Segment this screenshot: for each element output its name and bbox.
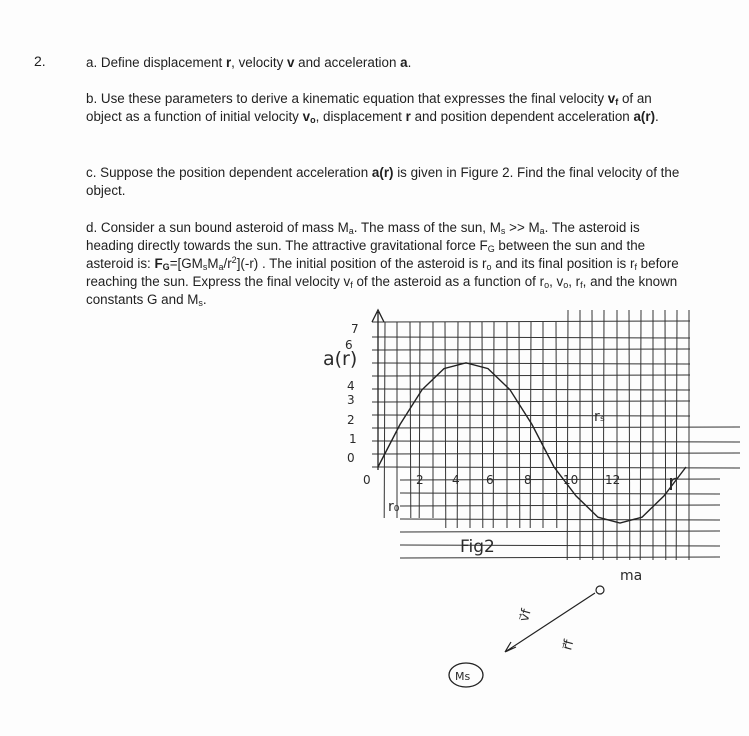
x-tick-label: 0 xyxy=(363,473,371,487)
grid-line xyxy=(640,310,641,560)
x-tick-label: 6 xyxy=(486,473,494,487)
y-tick-label: 1 xyxy=(349,432,357,446)
x-tick-label: 10 xyxy=(563,473,579,487)
rf-vector-label: r⃗f xyxy=(560,638,578,652)
r0-label: r₀ xyxy=(388,499,400,515)
grid-line xyxy=(665,310,666,560)
grid-line xyxy=(567,310,568,560)
grid-line xyxy=(372,441,740,442)
question-number: 2. xyxy=(34,53,46,69)
grid-line xyxy=(410,322,411,518)
part-c-text: c. Suppose the position dependent acceleration a(r) is given in Figure 2. Find the final velocity of the object. xyxy=(86,165,680,198)
y-tick-label: 6 xyxy=(345,338,353,352)
x-tick-label: 4 xyxy=(452,473,460,487)
grid-line xyxy=(400,531,720,532)
y-axis-label: a(r) xyxy=(323,348,358,370)
x-axis-label: r xyxy=(668,471,678,496)
x-tick-label: 8 xyxy=(524,473,532,487)
grid-line xyxy=(372,321,690,322)
figure-caption: Fig2 xyxy=(460,537,495,557)
grid-line xyxy=(400,557,720,558)
y-tick-label: 4 xyxy=(347,379,355,393)
y-tick-label: 3 xyxy=(347,393,355,407)
acceleration-curve xyxy=(378,363,686,523)
grid-line xyxy=(384,322,385,518)
part-a-text: a. Define displacement r, velocity v and acceleration a. xyxy=(86,55,412,70)
grid-line xyxy=(493,322,494,528)
part-label: a. xyxy=(86,55,98,70)
part-label: b. xyxy=(86,91,98,106)
grid-line xyxy=(400,545,720,546)
grid-line xyxy=(400,505,720,506)
grid-line xyxy=(457,322,458,528)
grid-line xyxy=(556,322,557,528)
part-d-text: d. Consider a sun bound asteroid of mass $M_a$. The mass of the sun, $M_s >> M_a$. The asteroid is heading directly towards the sun. The attractive gravitational force $F_G$ between the sun and the asteroid is: $F_G=[GM_sM_a/r^2](-r)$ . The initial position of the asteroid is $r_o$ and its final position is $r_f$ before reaching the sun. Express the final velocity $v_f$ of the asteroid as a function of $r_o$, $v_o$, $r_f$, and the known constants G and $M_s$. xyxy=(86,220,679,308)
grid-line xyxy=(400,519,720,520)
rf-label: rₛ xyxy=(594,409,605,425)
grid-line xyxy=(372,427,740,428)
grid-line xyxy=(530,322,531,528)
grid-line xyxy=(629,310,630,560)
hand-drawn-grid xyxy=(372,310,740,560)
asteroid-circle xyxy=(596,586,604,594)
x-tick-label: 2 xyxy=(416,473,424,487)
sun-mass-label: Ms xyxy=(455,670,471,683)
grid-line xyxy=(592,310,593,560)
y-tick-label: 2 xyxy=(347,413,355,427)
y-tick-label: 0 xyxy=(347,451,355,465)
part-label: d. xyxy=(86,220,98,235)
y-tick-label: 7 xyxy=(351,322,359,336)
grid-line xyxy=(419,322,420,518)
grid-line xyxy=(372,453,740,454)
part-label: c. xyxy=(86,165,97,180)
grid-line xyxy=(445,322,446,528)
vf-label: v⃗f xyxy=(516,607,535,624)
grid-line xyxy=(482,322,483,528)
x-tick-label: 12 xyxy=(605,473,621,487)
grid-line xyxy=(519,322,520,528)
grid-line xyxy=(676,310,677,560)
asteroid-mass-label: ma xyxy=(620,568,643,584)
part-b-text: b. Use these parameters to derive a kinematic equation that expresses the final velocity $v_f$ of an object as a function of initial velocity $v_o$, displacement r and position dependent acceleration a(r). xyxy=(86,91,659,125)
y-axis-arrow xyxy=(372,310,384,470)
grid-line xyxy=(603,310,604,560)
velocity-arrow xyxy=(505,593,595,652)
